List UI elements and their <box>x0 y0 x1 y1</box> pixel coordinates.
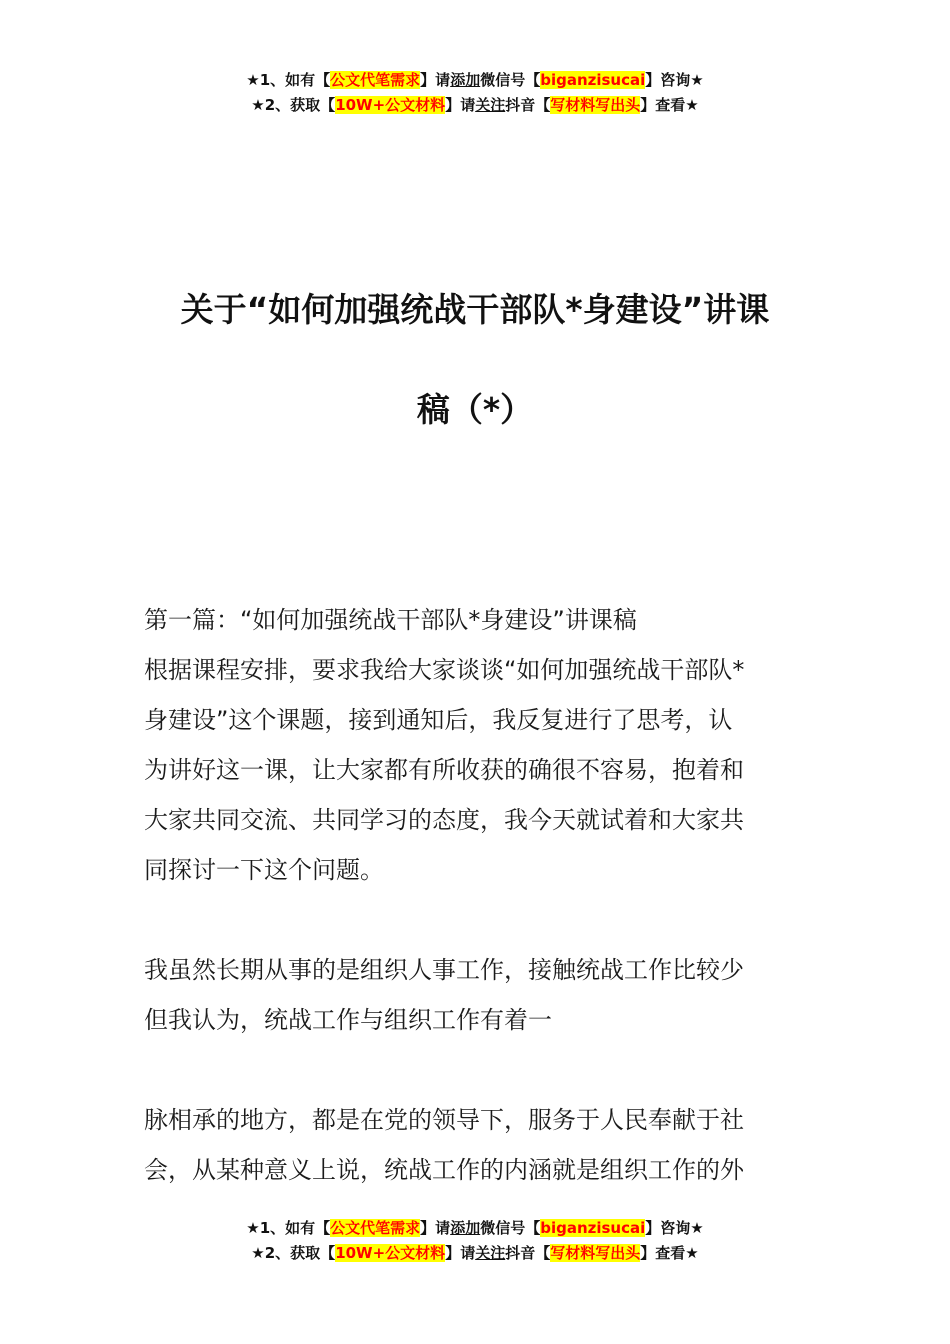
banner-text: 】查看★ <box>640 1244 699 1262</box>
banner-emphasis: 关注 <box>475 96 506 114</box>
banner-highlight: 10W+公文材料 <box>335 1244 446 1262</box>
banner-highlight: 10W+公文材料 <box>335 96 446 114</box>
document-title-line-1: 关于“如何加强统战干部队*身建设”讲课 <box>180 290 770 329</box>
banner-highlight: 写材料写出头 <box>550 96 641 114</box>
banner-text: 】请 <box>420 71 451 89</box>
banner-emphasis: 关注 <box>475 1244 506 1262</box>
banner-line-1 <box>0 1216 950 1241</box>
paragraph-3 <box>144 1095 814 1195</box>
banner-text: 】请 <box>420 1219 451 1237</box>
banner-text: 】查看★ <box>640 96 699 114</box>
banner-text: ★1、如有【 <box>246 1219 331 1237</box>
banner-text: 】请 <box>445 1244 476 1262</box>
text-line: 大家共同交流、共同学习的态度，我今天就试着和大家共 <box>144 806 744 834</box>
document-title-line-2: 稿（*） <box>416 390 534 429</box>
text-line: 同探讨一下这个问题。 <box>144 856 384 884</box>
text-line: 会，从某种意义上说，统战工作的内涵就是组织工作的外 <box>144 1156 744 1184</box>
banner-text: ★1、如有【 <box>246 71 331 89</box>
banner-text: 】咨询★ <box>645 71 704 89</box>
text-line: 身建设”这个课题，接到通知后，我反复进行了思考，认 <box>144 706 733 734</box>
banner-emphasis: 添加 <box>450 1219 481 1237</box>
banner-text: ★2、获取【 <box>251 96 336 114</box>
text-line: 我虽然长期从事的是组织人事工作，接触统战工作比较少 <box>144 956 744 984</box>
banner-text: 抖音【 <box>505 96 551 114</box>
banner-text: ★2、获取【 <box>251 1244 336 1262</box>
text-line: 脉相承的地方，都是在党的领导下，服务于人民奉献于社 <box>144 1106 744 1134</box>
banner-highlight: 写材料写出头 <box>550 1244 641 1262</box>
text-line: 但我认为，统战工作与组织工作有着一 <box>144 1006 552 1034</box>
paragraph-1 <box>144 595 814 895</box>
banner-line-1 <box>0 68 950 93</box>
banner-emphasis: 添加 <box>450 71 481 89</box>
banner-text: 微信号【 <box>480 71 541 89</box>
banner-highlight: 公文代笔需求 <box>330 1219 421 1237</box>
banner-line-2 <box>0 1241 950 1266</box>
banner-highlight: 公文代笔需求 <box>330 71 421 89</box>
header-banner <box>0 68 950 118</box>
banner-highlight: biganzisucai <box>540 1219 646 1237</box>
text-line: 为讲好这一课，让大家都有所收获的确很不容易，抱着和 <box>144 756 744 784</box>
paragraph-2 <box>144 945 814 1045</box>
banner-text: 】咨询★ <box>645 1219 704 1237</box>
footer-banner <box>0 1216 950 1266</box>
banner-highlight: biganzisucai <box>540 71 646 89</box>
banner-text: 抖音【 <box>505 1244 551 1262</box>
text-line: 第一篇：“如何加强统战干部队*身建设”讲课稿 <box>144 606 637 634</box>
text-line: 根据课程安排，要求我给大家谈谈“如何加强统战干部队* <box>144 656 745 684</box>
banner-line-2 <box>0 93 950 118</box>
banner-text: 】请 <box>445 96 476 114</box>
banner-text: 微信号【 <box>480 1219 541 1237</box>
